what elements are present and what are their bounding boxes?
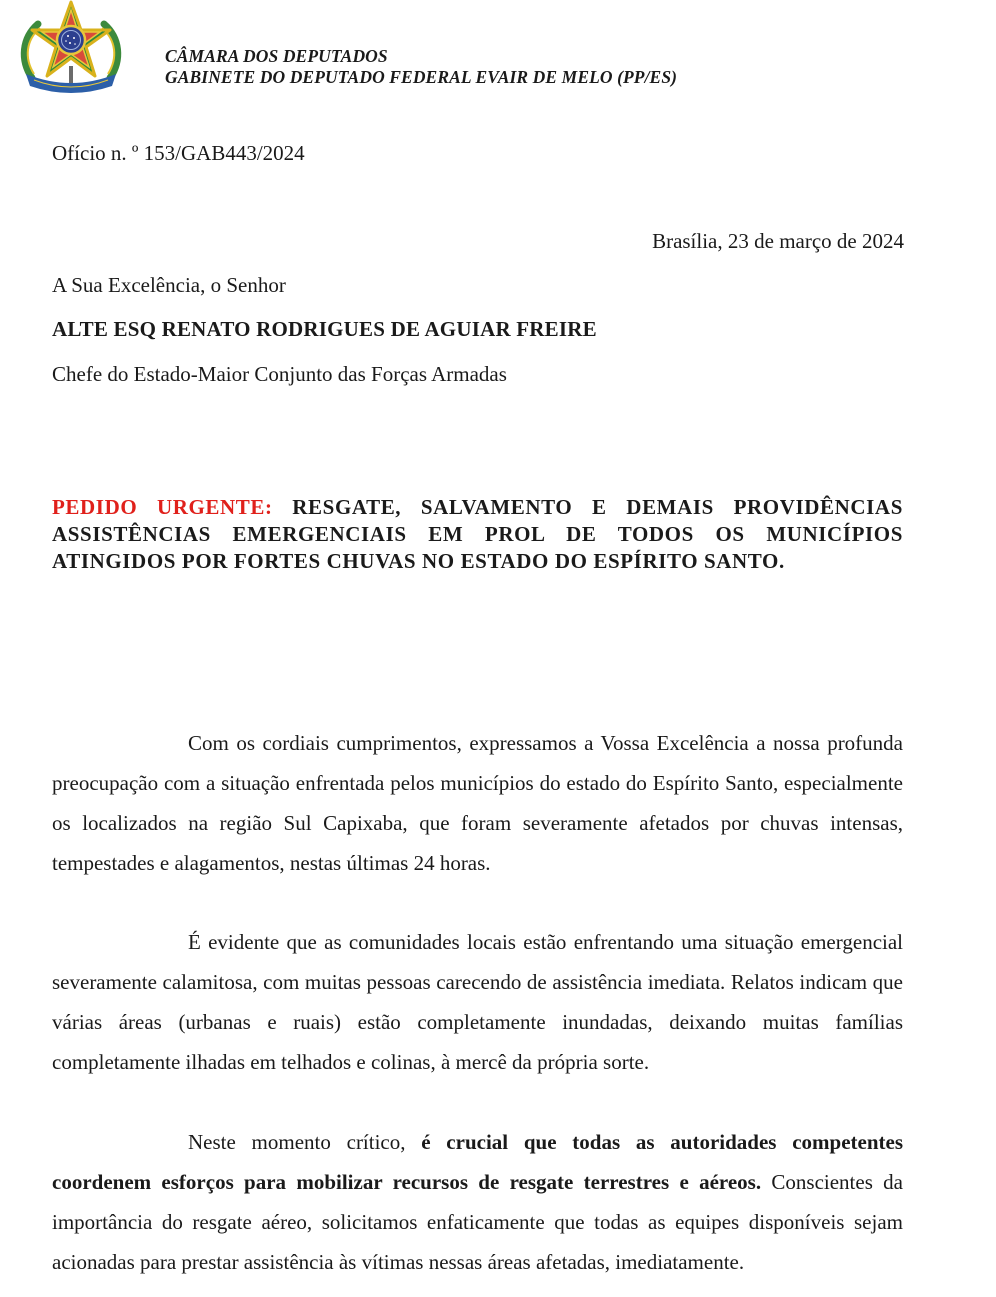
- addressee-title: Chefe do Estado-Maior Conjunto das Forças Armadas: [52, 362, 507, 386]
- salutation: A Sua Excelência, o Senhor: [52, 273, 286, 297]
- subject-text: RESGATE, SALVAMENTO E DEMAIS PROVIDÊNCIAS ASSISTÊNCIAS EMERGENCIAIS EM PROL DE TODOS OS MUNICÍPIOS ATINGIDOS POR FORTES CHUVAS NO ESTADO DO ESPÍRITO SANTO.: [52, 495, 903, 573]
- date-line: Brasília, 23 de março de 2024: [652, 229, 904, 253]
- letterhead-chamber: CÂMARA DOS DEPUTADOS: [165, 46, 388, 66]
- addressee-name: ALTE ESQ RENATO RODRIGUES DE AGUIAR FREIRE: [52, 317, 597, 341]
- paragraph-3-start: Neste momento crítico,: [188, 1130, 422, 1154]
- paragraph-1: Com os cordiais cumprimentos, expressamos a Vossa Excelência a nossa profunda preocupação com a situação enfrentada pelos municípios do estado do Espírito Santo, especialmente os localizados na região Sul Capixaba, que foram severamente afetados por chuvas intensas, tempestades e alagamentos, nestas últimas 24 horas.: [52, 731, 903, 875]
- paragraph-2: É evidente que as comunidades locais estão enfrentando uma situação emergencial severamente calamitosa, com muitas pessoas carecendo de assistência imediata. Relatos indicam que várias áreas (urbanas e ruais) estão completamente inundadas, deixando muitas famílias completamente ilhadas em telhados e colinas, à mercê da própria sorte.: [52, 930, 903, 1074]
- letterhead-office: GABINETE DO DEPUTADO FEDERAL EVAIR DE MELO (PP/ES): [165, 67, 678, 87]
- urgent-label: PEDIDO URGENTE:: [52, 495, 273, 519]
- letterhead: [165, 46, 677, 88]
- oficio-number: Ofício n. º 153/GAB443/2024: [52, 141, 305, 165]
- brazil-coat-of-arms-icon: [12, 0, 130, 96]
- paragraph-3-end: Conscientes da importância do resgate aéreo, solicitamos enfaticamente que todas as equipes disponíveis sejam acionadas para prestar assistência às vítimas nessas áreas afetadas, imediatamente.: [52, 1170, 903, 1274]
- subject-heading: [52, 494, 903, 575]
- paragraph-3: [52, 1122, 903, 1282]
- paragraph-3-emphasis: é crucial que todas as autoridades competentes coordenem esforços para mobilizar recursos de resgate terrestres e aéreos.: [52, 1130, 903, 1194]
